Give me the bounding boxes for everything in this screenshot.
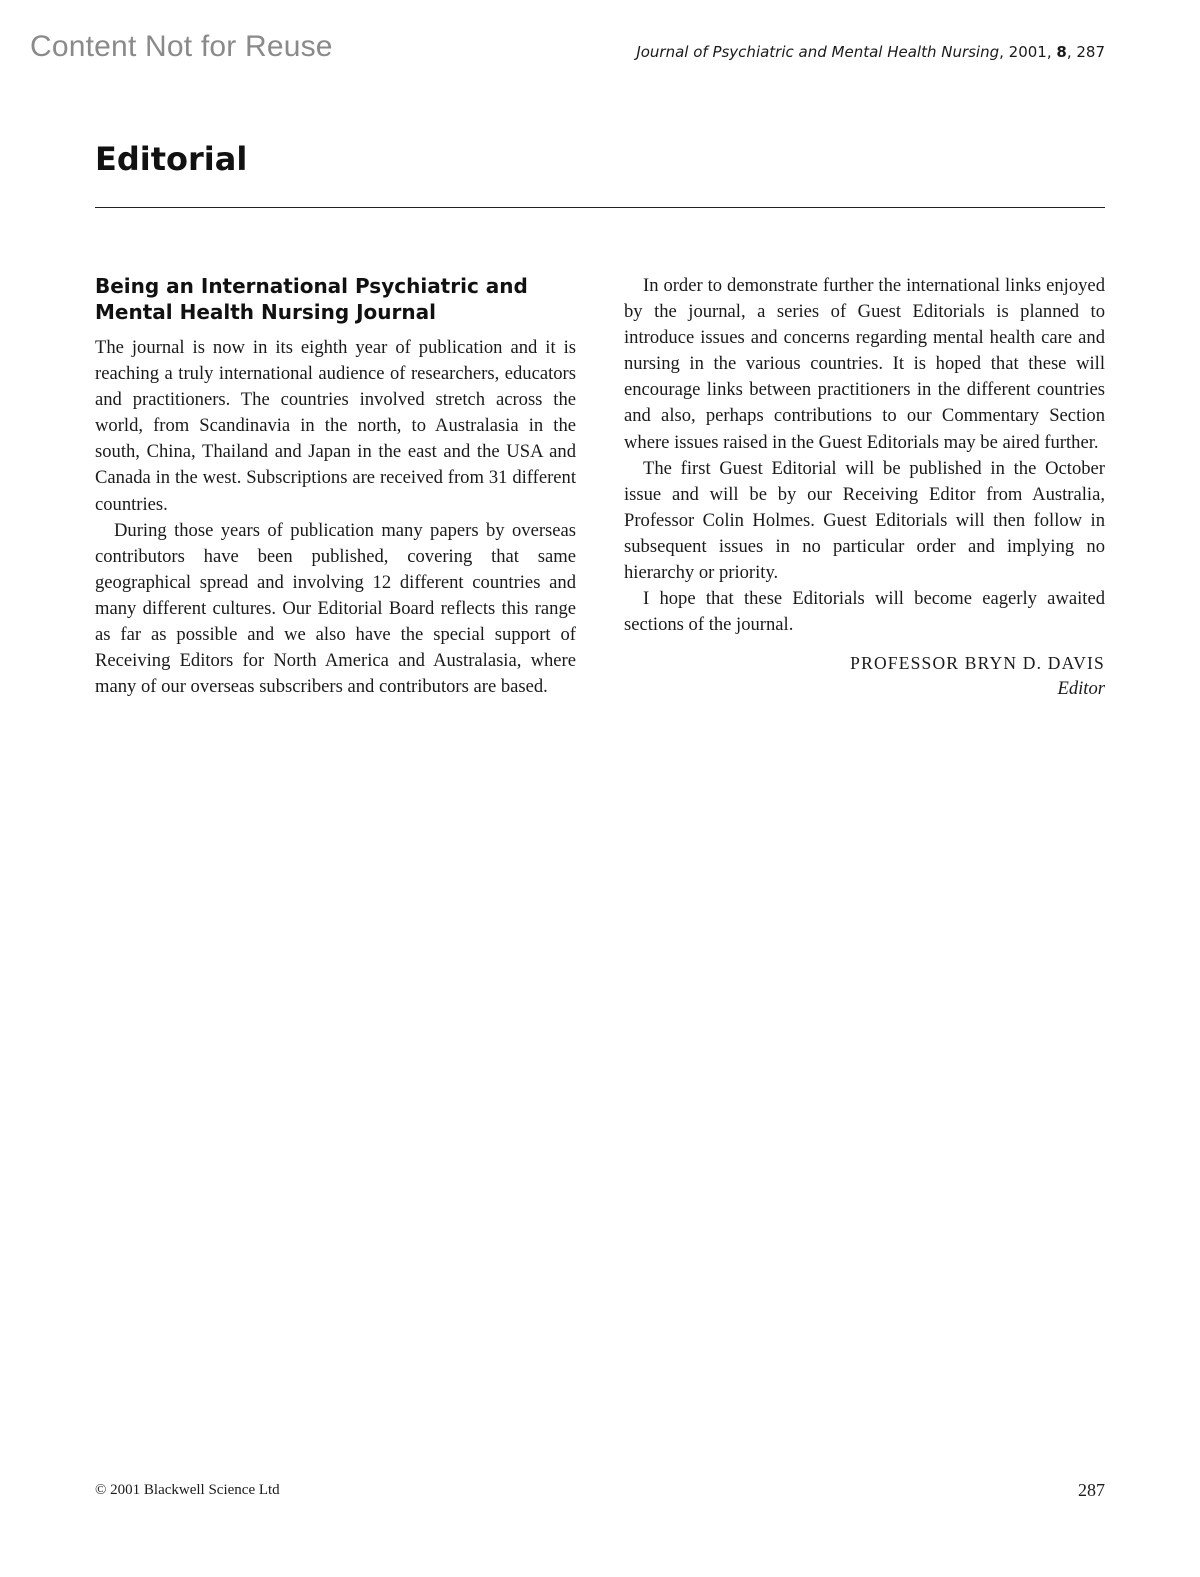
body-paragraph: The first Guest Editorial will be published in the October issue and will be by our Receiving Editor from Australia, Professor Colin Holmes. Guest Editorials will then follow in subsequent issues in no particular order and implying no hierarchy or priority. <box>624 457 1105 584</box>
signature-role: Editor <box>1057 678 1105 700</box>
right-column <box>624 273 1105 703</box>
signature-name: PROFESSOR BRYN D. DAVIS <box>850 653 1105 674</box>
page-number: 287 <box>1078 1480 1105 1500</box>
body-paragraph: The journal is now in its eighth year of publication and it is reaching a truly international audience of researchers, educators and practitioners. The countries involved stretch across the world, from Scandinavia in the north, to Australasia in the south, China, Thailand and Japan in the east and the USA and Canada in the west. Subscriptions are received from 31 different countries. <box>95 337 576 515</box>
title-divider <box>95 207 1105 208</box>
journal-year: , 2001, <box>999 43 1057 61</box>
journal-volume: 8 <box>1056 43 1067 61</box>
body-paragraph: I hope that these Editorials will become eagerly awaited sections of the journal. <box>624 588 1105 636</box>
copyright-notice: © 2001 Blackwell Science Ltd <box>95 1482 280 1498</box>
left-column <box>95 273 576 700</box>
journal-pages: , 287 <box>1066 43 1105 61</box>
body-paragraph: In order to demonstrate further the international links enjoyed by the journal, a series of Guest Editorials is planned to introduce issues and concerns regarding mental health care and nursing in the various countries. It is hoped that these will encourage links between practitioners in the different countries and also, perhaps contributions to our Commentary Section where issues raised in the Guest Editorials may be aired further. <box>624 275 1105 453</box>
journal-name: Journal of Psychiatric and Mental Health Nursing <box>636 43 1000 61</box>
body-paragraph: During those years of publication many papers by overseas contributors have been published, covering that same geographical spread and involving 12 different countries and many different cultures. Our Editorial Board reflects this range as far as possible and we also have the special support of Receiving Editors for North America and Australasia, where many of our overseas subscribers and contributors are based. <box>95 519 576 698</box>
running-head <box>636 43 1105 61</box>
article-heading: Being an International Psychiatric and Mental Health Nursing Journal <box>95 274 528 324</box>
signature-block <box>624 650 1105 702</box>
watermark-text: Content Not for Reuse <box>30 30 333 63</box>
section-title: Editorial <box>95 140 248 178</box>
